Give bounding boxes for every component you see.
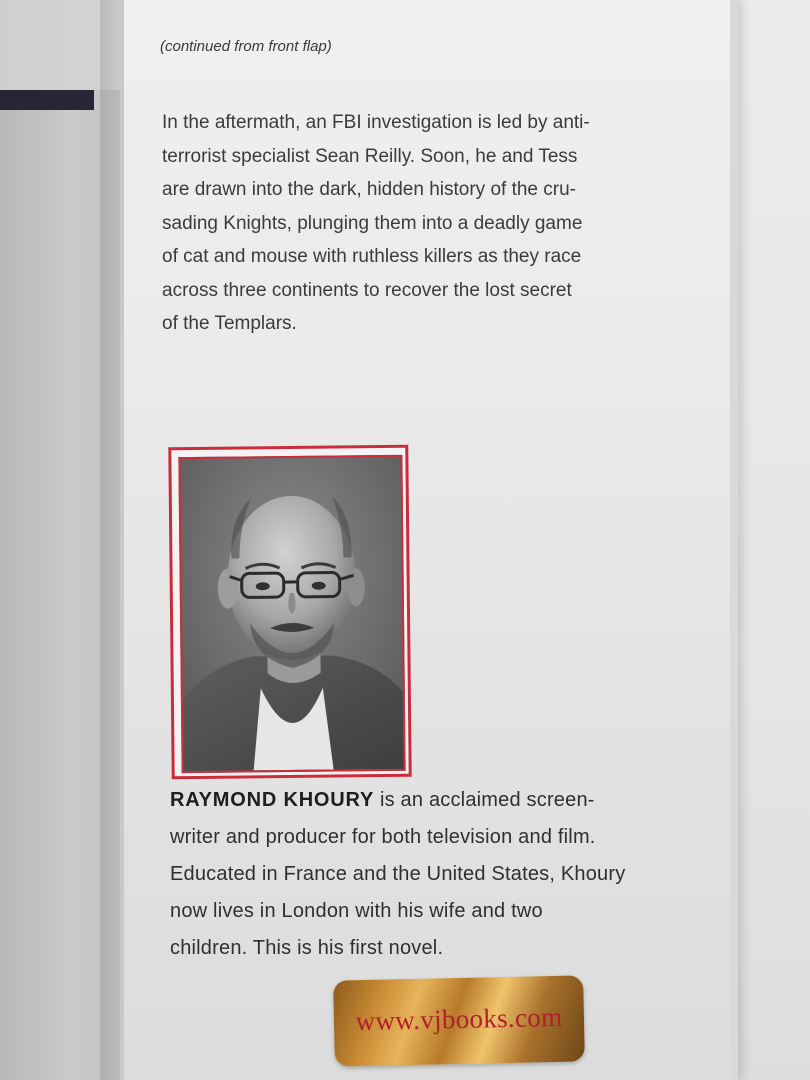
synopsis-line: terrorist specialist Sean Reilly. Soon, he and Tess (162, 145, 578, 167)
synopsis-line: of the Templars. (162, 313, 297, 334)
synopsis-line: In the aftermath, an FBI investigation is led by anti- (162, 112, 590, 133)
synopsis-line: are drawn into the dark, hidden history of the cru- (162, 179, 577, 200)
author-bio-line: children. This is his first novel. (170, 937, 444, 959)
synopsis-line: across three continents to recover the lost secret (162, 279, 572, 301)
synopsis-text (162, 106, 658, 341)
author-bio-line: Educated in France and the United States, Khoury (170, 863, 626, 885)
website-sticker (333, 975, 585, 1066)
synopsis-line: of cat and mouse with ruthless killers as they race (162, 246, 582, 267)
author-bio-line (170, 782, 670, 819)
author-bio-line-rest: is an acclaimed screen- (374, 789, 595, 811)
synopsis-line: sading Knights, plunging them into a deadly game (162, 212, 583, 234)
author-photo-frame (168, 445, 411, 779)
author-name: RAYMOND KHOURY (170, 789, 375, 811)
website-url: www.vjbooks.com (355, 1001, 563, 1037)
continued-note: (continued from front flap) (160, 38, 332, 55)
book-cover-dark-band (0, 90, 94, 110)
author-bio-line: writer and producer for both television and film. (170, 826, 596, 848)
author-portrait-image (180, 457, 403, 771)
author-photo (178, 455, 405, 773)
author-bio (170, 782, 670, 967)
author-bio-line: now lives in London with his wife and two (170, 900, 543, 922)
